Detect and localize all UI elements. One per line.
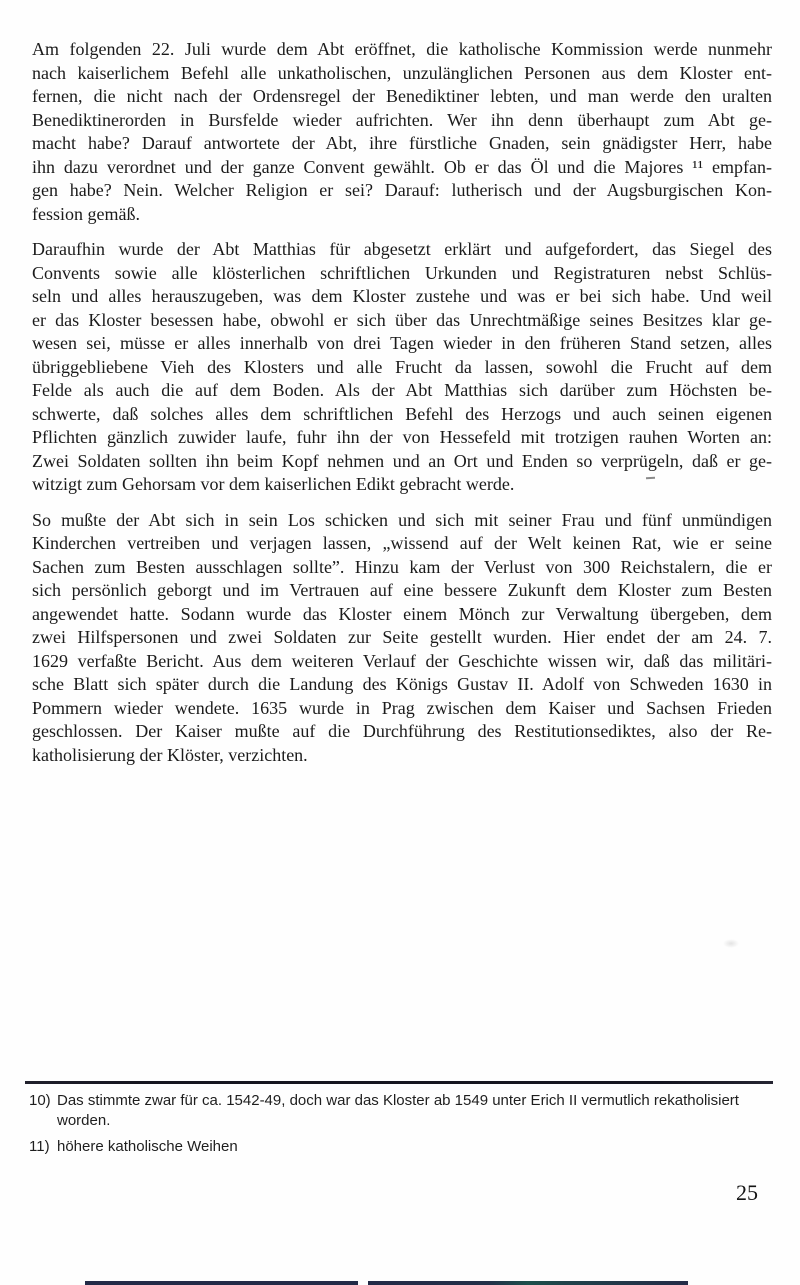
text-line: Pflichten gänzlich zuwider laufe, fuhr ihn der von Hessefeld mit trotzigen rauhen Worten an: xyxy=(32,427,772,447)
footnote-divider xyxy=(25,1081,773,1084)
text-line: Sachen zum Besten ausschlagen sollte”. Hinzu kam der Verlust von 300 Reichstalern, die er xyxy=(32,556,772,577)
footnote-line: Das stimmte zwar für ca. 1542-49, doch war das Kloster ab 1549 unter Erich II vermutlich rekatholisiert xyxy=(57,1092,739,1109)
body-text xyxy=(32,38,772,767)
text-line: übriggebliebene Vieh des Klosters und alle Frucht da lassen, sowohl die Frucht auf dem xyxy=(32,356,772,377)
footnote-line: worden. xyxy=(57,1112,111,1129)
text-line: zwei Hilfspersonen und zwei Soldaten zur Seite gestellt wurden. Hier endet der am 24. 7. xyxy=(32,627,772,647)
footnote-11-label: 11) xyxy=(29,1138,50,1155)
scan-edge-mark-left xyxy=(85,1281,358,1285)
text-line: fernen, die nicht nach der Ordensregel der Benediktiner lebten, und man werde den uralten xyxy=(32,86,772,106)
text-line: seln und alles herauszugeben, was dem Kloster zustehe und was er bei sich habe. Und weil xyxy=(32,286,772,306)
text-line: Kinderchen vertreiben und verjagen lassen, „wissend auf der Welt keinen Rat, wie er seine xyxy=(32,533,772,553)
paragraph-1 xyxy=(32,38,772,226)
page-number: 25 xyxy=(736,1180,758,1205)
text-line: Zwei Soldaten sollten ihn beim Kopf nehmen und an Ort und Enden so verprügeln, daß er ge- xyxy=(32,450,772,471)
text-line: wesen sei, müsse er alles innerhalb von drei Tagen wieder in den früheren Stand setzen, alles xyxy=(32,333,772,353)
text-line: katholisierung der Klöster, verzichten. xyxy=(32,744,308,765)
text-line: schwerte, daß solches alles dem schriftlichen Befehl des Herzogs und auch seinen eigenen xyxy=(32,403,772,424)
scan-edge-mark-right xyxy=(368,1281,688,1285)
text-line: angewendet hatte. Sodann wurde das Kloster einem Mönch zur Verwaltung übergeben, dem xyxy=(32,603,772,624)
footnote-10-text xyxy=(57,1091,777,1131)
text-line: macht habe? Darauf antwortete der Abt, ihre fürstliche Gnaden, sein gnädigster Herr, habe xyxy=(32,133,772,153)
text-line: Felde als auch die auf dem Boden. Als der Abt Matthias sich darüber zum Höchsten be- xyxy=(32,380,772,400)
scan-artifact-smudge xyxy=(723,939,739,948)
paragraph-3 xyxy=(32,509,772,768)
text-line: So mußte der Abt sich in sein Los schicken und sich mit seiner Frau und fünf unmündigen xyxy=(32,509,772,530)
text-line: 1629 verfaßte Bericht. Aus dem weiteren Verlauf der Geschichte wissen wir, daß das militäri- xyxy=(32,650,772,671)
paragraph-2 xyxy=(32,238,772,497)
footnotes xyxy=(29,1091,777,1163)
text-line: Am folgenden 22. Juli wurde dem Abt eröffnet, die katholische Kommission werde nunmehr xyxy=(32,39,772,59)
text-line: Convents sowie alle klösterlichen schriftlichen Urkunden und Registraturen nebst Schlüs- xyxy=(32,262,772,283)
text-line: fession gemäß. xyxy=(32,203,140,224)
text-line: Pommern wieder wendete. 1635 wurde in Prag zwischen dem Kaiser und Sachsen Frieden xyxy=(32,697,772,718)
text-line: nach kaiserlichem Befehl alle unkatholischen, unzulänglichen Personen aus dem Kloster ent- xyxy=(32,62,772,83)
text-line: witzigt zum Gehorsam vor dem kaiserlichen Edikt gebracht werde. xyxy=(32,474,515,494)
footnote-10-label: 10) xyxy=(29,1092,51,1109)
footnote-11 xyxy=(29,1137,777,1157)
text-line: Daraufhin wurde der Abt Matthias für abgesetzt erklärt und aufgefordert, das Siegel des xyxy=(32,239,772,259)
footnote-line: höhere katholische Weihen xyxy=(57,1138,238,1155)
text-line: sich persönlich geborgt und im Vertrauen auf eine bessere Zukunft dem Kloster zum Besten xyxy=(32,580,772,600)
text-line: geschlossen. Der Kaiser mußte auf die Durchführung des Restitutionsediktes, also der Re- xyxy=(32,721,772,741)
text-line: gen habe? Nein. Welcher Religion er sei? Darauf: lutherisch und der Augsburgischen Kon- xyxy=(32,180,772,200)
footnote-11-text xyxy=(57,1137,777,1157)
text-line: ihn dazu verordnet und der ganze Convent gewählt. Ob er das Öl und die Majores ¹¹ empfan- xyxy=(32,156,772,177)
text-line: er das Kloster besessen habe, obwohl er sich über das Unrechtmäßige seines Besitzes klar ge- xyxy=(32,309,772,330)
text-line: sche Blatt sich später durch die Landung des Königs Gustav II. Adolf von Schweden 1630 in xyxy=(32,674,772,694)
footnote-10 xyxy=(29,1091,777,1131)
text-line: Benediktinerorden in Bursfelde wieder aufrichten. Wer ihn denn überhaupt zum Abt ge- xyxy=(32,109,772,130)
